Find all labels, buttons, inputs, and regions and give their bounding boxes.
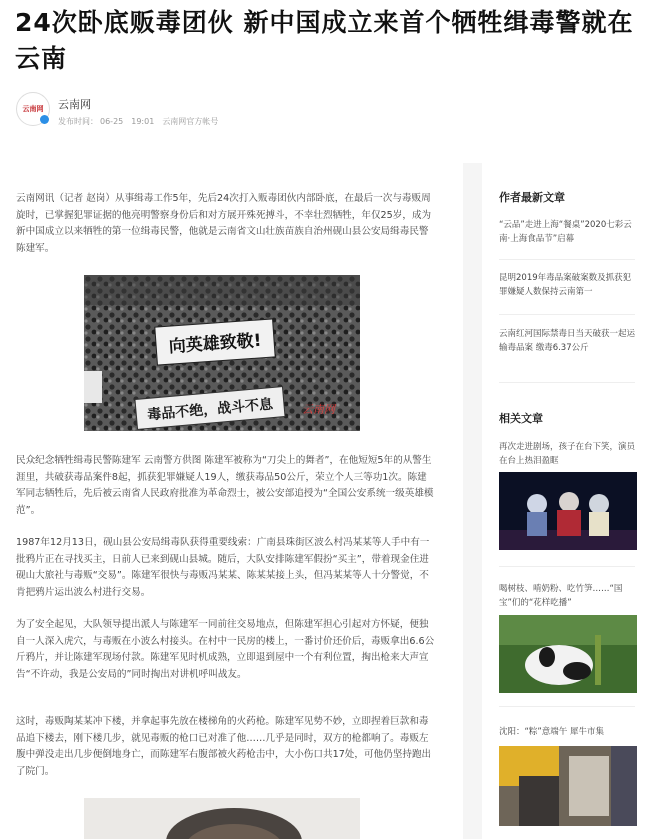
sidebar-latest-item[interactable]: 云南红河国际禁毒日当天破获一起运输毒品案 缴毒6.37公斤: [499, 329, 636, 353]
publish-date: 06-25: [100, 117, 124, 126]
related-thumbnail-theatre[interactable]: [499, 472, 637, 550]
verified-icon: [40, 115, 49, 124]
divider: [499, 706, 635, 707]
paragraph: 云南网讯（记者 赵岗）从事缉毒工作5年，先后24次打入贩毒团伙内部卧底，在最后一次与毒贩周旋时，已掌握犯罪证据的他亮明警察身份后和对方展开殊死搏斗，不幸壮烈牺牲，年仅25岁，成为新中国成立以来牺牲的第一位缉毒民警，他就是云南省文山壮族苗族自治州砚山县公安局缉毒民警陈建军。: [16, 193, 432, 254]
memorial-sign-text: 向英雄致敬!: [168, 330, 263, 358]
author-name[interactable]: 云南网: [58, 98, 91, 111]
sidebar-latest-item[interactable]: “云品”走进上海“餐桌”2020七彩云南·上海食品节”启幕: [499, 220, 632, 244]
sidebar-latest-item[interactable]: 昆明2019年毒品案破案数及抓获犯罪嫌疑人数保持云南第一: [499, 273, 632, 297]
related-articles-heading: 相关文章: [499, 412, 543, 425]
author-avatar[interactable]: 云南网: [16, 92, 50, 126]
theatre-photo-icon: [499, 472, 637, 550]
article-photo-memorial: [84, 275, 360, 431]
memorial-banner-text: 毒品不绝，战斗不息: [146, 396, 274, 424]
paragraph: 民众纪念牺牲缉毒民警陈建军 云南警方供图 陈建军被称为“刀尖上的舞者”，在他短短5年的从警生涯里，共破获毒品案件8起，抓获犯罪嫌疑人19人，缴获毒品50公斤，荣立个人三等功1次。陈建军同志牺牲后，先后被云南省人民政府批准为革命烈士，被公安部追授为“全国公安系统一级英雄模范”。: [16, 455, 434, 516]
divider: [499, 314, 635, 315]
article-meta: [58, 116, 226, 127]
latest-articles-heading: 作者最新文章: [499, 191, 565, 204]
divider: [499, 566, 635, 567]
sidebar-related-item[interactable]: 沈阳：“粽”意端午 犀牛市集: [499, 727, 605, 737]
divider: [499, 259, 635, 260]
portrait-photo-icon: [84, 798, 360, 839]
publish-time: 19:01: [131, 117, 155, 126]
panda-photo-icon: [499, 615, 637, 693]
market-photo-icon: [499, 746, 637, 826]
article-header: [0, 0, 653, 163]
divider: [499, 382, 635, 383]
publish-label: 发布时间：: [58, 117, 98, 126]
related-thumbnail-panda[interactable]: [499, 615, 637, 693]
paragraph: 为了安全起见，大队领导提出派人与陈建军一同前往交易地点，但陈建军担心引起对方怀疑，便独自一人深入虎穴，与毒贩在小波么村接头。在村中一民房的楼上，一番讨价还价后，毒贩拿出6.6公斤鸦片，并让陈建军现场付款。陈建军见时机成熟，立即退到屋中一个有利位置，掏出枪来大声宣告“不许动，我是公安局的”同时掏出对讲机呼叫战友。: [16, 619, 435, 680]
photo-watermark: 云南网: [302, 403, 335, 416]
sidebar-related-item[interactable]: 喝树枝、啃奶粉、吃竹笋……“国宝”们的“花样吃播”: [499, 584, 623, 608]
paragraph: 这时，毒贩陶某某冲下楼，并拿起事先放在楼梯角的火药枪。陈建军见势不妙，立即捏着巨款和毒品追下楼去，刚下楼几步，就见毒贩的枪口已对准了他……几乎是同时，双方的枪都响了。毒贩左腹中弹没走出几步便倒地身亡，而陈建军右腹部被火药枪击中，大小伤口共17处，可他仍坚持跑出了院门。: [16, 716, 432, 777]
related-thumbnail-market[interactable]: [499, 746, 637, 826]
account-label: 云南网官方帐号: [162, 117, 219, 126]
article-photo-portrait: [84, 798, 360, 839]
page-title: 24次卧底贩毒团伙 新中国成立来首个牺牲缉毒警就在云南: [15, 8, 634, 73]
memorial-photo-icon: [84, 275, 360, 431]
paragraph: 1987年12月13日，砚山县公安局缉毒队获得重要线索：广南县珠街区波么村冯某某等人手中有一批鸦片正在寻找买主，日前人已来到砚山县城。随后，大队安排陈建军假扮“买主”，带着现金住进砚山大旅社与毒贩“交易”。陈建军很快与毒贩冯某某、陈某某接上头，但冯某某等人十分警觉，不肯把鸦片运出波么村进行交易。: [16, 537, 430, 598]
sidebar-related-item[interactable]: 再次走进剧场，孩子在台下笑，演员在台上热泪盈眶: [499, 442, 636, 466]
